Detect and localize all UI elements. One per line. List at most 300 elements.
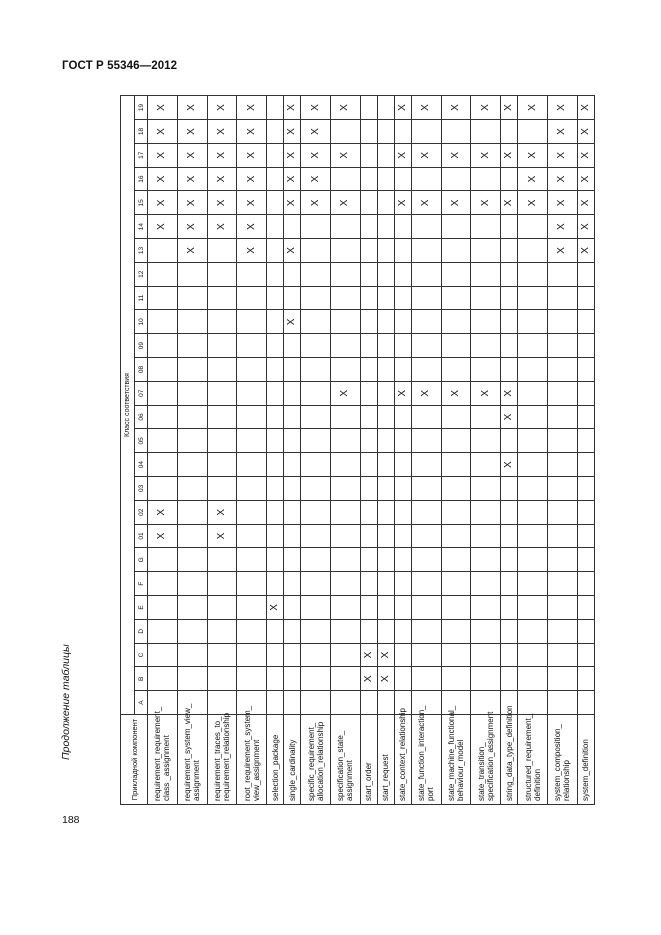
- component-name: state_context_relationship: [394, 715, 411, 805]
- empty-cell: [148, 477, 178, 501]
- empty-cell: [411, 334, 441, 358]
- empty-cell: [411, 310, 441, 334]
- table-row: [207, 96, 237, 805]
- empty-cell: [301, 215, 331, 239]
- compliance-mark: X: [301, 167, 331, 191]
- empty-cell: [471, 358, 501, 382]
- empty-cell: [471, 619, 501, 643]
- empty-cell: [441, 215, 471, 239]
- compliance-mark: X: [207, 120, 237, 144]
- empty-cell: [518, 691, 548, 715]
- empty-cell: [518, 548, 548, 572]
- empty-cell: [237, 262, 267, 286]
- component-name: single_cardinality: [284, 715, 301, 805]
- empty-cell: [177, 572, 207, 596]
- empty-cell: [237, 429, 267, 453]
- empty-cell: [360, 143, 377, 167]
- compliance-mark: X: [331, 96, 361, 120]
- empty-cell: [577, 310, 594, 334]
- empty-cell: [548, 262, 578, 286]
- table-row: [331, 96, 361, 805]
- empty-cell: [331, 453, 361, 477]
- empty-cell: [548, 453, 578, 477]
- empty-cell: [441, 667, 471, 691]
- empty-cell: [471, 405, 501, 429]
- empty-cell: [148, 262, 178, 286]
- empty-cell: [377, 596, 394, 620]
- empty-cell: [377, 572, 394, 596]
- empty-cell: [148, 429, 178, 453]
- continuation-label: Продолжение таблицы: [60, 644, 72, 760]
- empty-cell: [177, 381, 207, 405]
- empty-cell: [441, 262, 471, 286]
- empty-cell: [548, 286, 578, 310]
- empty-cell: [331, 167, 361, 191]
- empty-cell: [548, 524, 578, 548]
- table-row: [377, 96, 394, 805]
- empty-cell: [360, 477, 377, 501]
- component-name: requirement_requirement_ class _assignment: [148, 715, 178, 805]
- empty-cell: [207, 286, 237, 310]
- empty-cell: [207, 477, 237, 501]
- empty-cell: [411, 405, 441, 429]
- compliance-mark: X: [518, 167, 548, 191]
- component-name: start_request: [377, 715, 394, 805]
- empty-cell: [518, 453, 548, 477]
- empty-cell: [411, 500, 441, 524]
- empty-cell: [207, 358, 237, 382]
- empty-cell: [177, 477, 207, 501]
- empty-cell: [284, 215, 301, 239]
- compliance-mark: X: [501, 143, 518, 167]
- table-row: [177, 96, 207, 805]
- component-name: specific_requirement_ allocation_relationship: [301, 715, 331, 805]
- empty-cell: [377, 477, 394, 501]
- compliance-mark: X: [501, 405, 518, 429]
- empty-cell: [267, 310, 284, 334]
- empty-cell: [577, 524, 594, 548]
- empty-cell: [207, 429, 237, 453]
- empty-cell: [518, 239, 548, 263]
- empty-cell: [501, 619, 518, 643]
- empty-cell: [518, 358, 548, 382]
- empty-cell: [148, 310, 178, 334]
- empty-cell: [331, 548, 361, 572]
- empty-cell: [148, 691, 178, 715]
- empty-cell: [148, 596, 178, 620]
- empty-cell: [267, 548, 284, 572]
- table-row: [394, 96, 411, 805]
- compliance-mark: X: [148, 524, 178, 548]
- empty-cell: [284, 500, 301, 524]
- empty-cell: [394, 167, 411, 191]
- empty-cell: [501, 524, 518, 548]
- empty-cell: [360, 286, 377, 310]
- column-header-02: 02: [135, 500, 148, 524]
- table-row: [267, 96, 284, 805]
- empty-cell: [471, 120, 501, 144]
- empty-cell: [177, 358, 207, 382]
- empty-cell: [301, 334, 331, 358]
- component-name: selection_package: [267, 715, 284, 805]
- empty-cell: [471, 167, 501, 191]
- empty-cell: [411, 120, 441, 144]
- empty-cell: [331, 643, 361, 667]
- compliance-mark: X: [577, 239, 594, 263]
- empty-cell: [377, 96, 394, 120]
- empty-cell: [148, 643, 178, 667]
- empty-cell: [577, 334, 594, 358]
- compliance-mark: X: [394, 143, 411, 167]
- empty-cell: [577, 572, 594, 596]
- column-header-10: 10: [135, 310, 148, 334]
- compliance-table: [120, 95, 595, 805]
- empty-cell: [577, 286, 594, 310]
- compliance-mark: X: [377, 643, 394, 667]
- empty-cell: [441, 572, 471, 596]
- empty-cell: [501, 120, 518, 144]
- empty-cell: [394, 405, 411, 429]
- empty-cell: [577, 548, 594, 572]
- compliance-mark: X: [207, 167, 237, 191]
- empty-cell: [577, 691, 594, 715]
- empty-cell: [360, 358, 377, 382]
- empty-cell: [301, 239, 331, 263]
- empty-cell: [237, 548, 267, 572]
- compliance-mark: X: [301, 191, 331, 215]
- empty-cell: [284, 691, 301, 715]
- empty-cell: [548, 381, 578, 405]
- empty-cell: [518, 643, 548, 667]
- empty-cell: [237, 691, 267, 715]
- column-header-17: 17: [135, 143, 148, 167]
- compliance-mark: X: [394, 381, 411, 405]
- empty-cell: [207, 310, 237, 334]
- empty-cell: [237, 334, 267, 358]
- empty-cell: [284, 405, 301, 429]
- empty-cell: [518, 619, 548, 643]
- empty-cell: [501, 500, 518, 524]
- compliance-mark: X: [207, 96, 237, 120]
- empty-cell: [577, 667, 594, 691]
- empty-cell: [577, 453, 594, 477]
- empty-cell: [284, 286, 301, 310]
- empty-cell: [207, 667, 237, 691]
- table-row: [148, 96, 178, 805]
- compliance-mark: X: [331, 191, 361, 215]
- empty-cell: [331, 524, 361, 548]
- empty-cell: [177, 548, 207, 572]
- column-header-15: 15: [135, 191, 148, 215]
- compliance-mark: X: [284, 96, 301, 120]
- empty-cell: [148, 667, 178, 691]
- empty-cell: [471, 286, 501, 310]
- empty-cell: [394, 453, 411, 477]
- compliance-mark: X: [548, 215, 578, 239]
- empty-cell: [331, 596, 361, 620]
- table-row: [237, 96, 267, 805]
- compliance-mark: X: [148, 143, 178, 167]
- empty-cell: [377, 334, 394, 358]
- empty-cell: [577, 619, 594, 643]
- empty-cell: [331, 286, 361, 310]
- compliance-mark: X: [501, 381, 518, 405]
- empty-cell: [301, 262, 331, 286]
- column-header-05: 05: [135, 429, 148, 453]
- empty-cell: [360, 215, 377, 239]
- compliance-mark: X: [237, 167, 267, 191]
- empty-cell: [360, 429, 377, 453]
- empty-cell: [237, 358, 267, 382]
- empty-cell: [377, 167, 394, 191]
- empty-cell: [394, 643, 411, 667]
- empty-cell: [548, 405, 578, 429]
- empty-cell: [237, 477, 267, 501]
- empty-cell: [301, 524, 331, 548]
- column-header-12: 12: [135, 262, 148, 286]
- empty-cell: [360, 524, 377, 548]
- empty-cell: [411, 596, 441, 620]
- empty-cell: [377, 500, 394, 524]
- compliance-mark: X: [284, 167, 301, 191]
- empty-cell: [548, 596, 578, 620]
- empty-cell: [471, 500, 501, 524]
- empty-cell: [441, 429, 471, 453]
- empty-cell: [411, 643, 441, 667]
- empty-cell: [411, 477, 441, 501]
- empty-cell: [284, 596, 301, 620]
- empty-cell: [331, 262, 361, 286]
- empty-cell: [501, 215, 518, 239]
- empty-cell: [360, 262, 377, 286]
- compliance-mark: X: [471, 96, 501, 120]
- column-header-14: 14: [135, 215, 148, 239]
- empty-cell: [394, 477, 411, 501]
- column-header-16: 16: [135, 167, 148, 191]
- empty-cell: [237, 310, 267, 334]
- column-header-C: C: [135, 643, 148, 667]
- empty-cell: [577, 405, 594, 429]
- empty-cell: [471, 453, 501, 477]
- component-name: requirement_system_view_ assignment: [177, 715, 207, 805]
- compliance-mark: X: [411, 96, 441, 120]
- column-header-G: G: [135, 548, 148, 572]
- empty-cell: [377, 143, 394, 167]
- empty-cell: [518, 215, 548, 239]
- component-name: system_composition_ relationship: [548, 715, 578, 805]
- empty-cell: [360, 310, 377, 334]
- empty-cell: [394, 334, 411, 358]
- empty-cell: [471, 429, 501, 453]
- empty-cell: [501, 358, 518, 382]
- empty-cell: [360, 381, 377, 405]
- empty-cell: [441, 643, 471, 667]
- empty-cell: [518, 667, 548, 691]
- compliance-mark: X: [177, 143, 207, 167]
- empty-cell: [267, 215, 284, 239]
- empty-cell: [394, 286, 411, 310]
- empty-cell: [441, 524, 471, 548]
- empty-cell: [331, 239, 361, 263]
- compliance-mark: X: [237, 120, 267, 144]
- empty-cell: [301, 429, 331, 453]
- empty-cell: [267, 262, 284, 286]
- column-header-D: D: [135, 619, 148, 643]
- empty-cell: [148, 572, 178, 596]
- component-name: root_requirement_system_ view_assignment: [237, 715, 267, 805]
- empty-cell: [518, 596, 548, 620]
- empty-cell: [301, 691, 331, 715]
- empty-cell: [441, 120, 471, 144]
- empty-cell: [411, 239, 441, 263]
- empty-cell: [518, 500, 548, 524]
- compliance-mark: X: [501, 191, 518, 215]
- empty-cell: [284, 477, 301, 501]
- empty-cell: [331, 310, 361, 334]
- compliance-mark: X: [441, 191, 471, 215]
- component-name: requirement_traces_to_ requirement_relationship: [207, 715, 237, 805]
- column-header-E: E: [135, 596, 148, 620]
- empty-cell: [267, 691, 284, 715]
- table-row: [360, 96, 377, 805]
- column-header-A: A: [135, 691, 148, 715]
- empty-cell: [501, 548, 518, 572]
- empty-cell: [207, 596, 237, 620]
- empty-cell: [411, 548, 441, 572]
- empty-cell: [377, 548, 394, 572]
- empty-cell: [331, 500, 361, 524]
- empty-cell: [207, 239, 237, 263]
- compliance-mark: X: [471, 381, 501, 405]
- column-header-03: 03: [135, 477, 148, 501]
- empty-cell: [518, 477, 548, 501]
- empty-cell: [518, 286, 548, 310]
- empty-cell: [331, 691, 361, 715]
- empty-cell: [501, 667, 518, 691]
- empty-cell: [267, 358, 284, 382]
- empty-cell: [284, 524, 301, 548]
- column-header-08: 08: [135, 358, 148, 382]
- empty-cell: [501, 310, 518, 334]
- compliance-mark: X: [360, 643, 377, 667]
- empty-cell: [301, 453, 331, 477]
- empty-cell: [177, 691, 207, 715]
- compliance-mark: X: [548, 120, 578, 144]
- empty-cell: [441, 286, 471, 310]
- empty-cell: [284, 548, 301, 572]
- empty-cell: [501, 643, 518, 667]
- empty-cell: [441, 500, 471, 524]
- empty-cell: [177, 643, 207, 667]
- empty-cell: [207, 643, 237, 667]
- empty-cell: [518, 381, 548, 405]
- empty-cell: [548, 548, 578, 572]
- compliance-mark: X: [237, 215, 267, 239]
- empty-cell: [471, 310, 501, 334]
- empty-cell: [501, 429, 518, 453]
- empty-cell: [177, 334, 207, 358]
- empty-cell: [267, 619, 284, 643]
- empty-cell: [284, 358, 301, 382]
- empty-cell: [360, 334, 377, 358]
- empty-cell: [267, 167, 284, 191]
- compliance-mark: X: [548, 96, 578, 120]
- empty-cell: [394, 310, 411, 334]
- compliance-mark: X: [237, 143, 267, 167]
- component-header: Прикладной компонент: [121, 715, 148, 805]
- empty-cell: [548, 429, 578, 453]
- empty-cell: [411, 215, 441, 239]
- empty-cell: [331, 572, 361, 596]
- empty-cell: [394, 596, 411, 620]
- column-header-row: [135, 96, 148, 805]
- empty-cell: [360, 453, 377, 477]
- empty-cell: [237, 596, 267, 620]
- empty-cell: [301, 405, 331, 429]
- empty-cell: [177, 667, 207, 691]
- empty-cell: [548, 572, 578, 596]
- compliance-mark: X: [237, 96, 267, 120]
- empty-cell: [301, 358, 331, 382]
- empty-cell: [301, 643, 331, 667]
- empty-cell: [177, 453, 207, 477]
- compliance-mark: X: [577, 191, 594, 215]
- empty-cell: [301, 286, 331, 310]
- empty-cell: [267, 524, 284, 548]
- compliance-mark: X: [577, 215, 594, 239]
- empty-cell: [518, 120, 548, 144]
- compliance-mark: X: [237, 239, 267, 263]
- column-header-01: 01: [135, 524, 148, 548]
- compliance-mark: X: [148, 191, 178, 215]
- compliance-mark: X: [284, 120, 301, 144]
- compliance-mark: X: [284, 310, 301, 334]
- empty-cell: [377, 691, 394, 715]
- empty-cell: [267, 477, 284, 501]
- empty-cell: [360, 572, 377, 596]
- empty-cell: [548, 310, 578, 334]
- empty-cell: [360, 405, 377, 429]
- empty-cell: [331, 358, 361, 382]
- empty-cell: [548, 334, 578, 358]
- empty-cell: [471, 239, 501, 263]
- empty-cell: [377, 262, 394, 286]
- table-row: [284, 96, 301, 805]
- empty-cell: [471, 477, 501, 501]
- empty-cell: [377, 405, 394, 429]
- empty-cell: [377, 619, 394, 643]
- compliance-mark: X: [577, 167, 594, 191]
- compliance-mark: X: [207, 500, 237, 524]
- empty-cell: [177, 429, 207, 453]
- empty-cell: [471, 215, 501, 239]
- empty-cell: [394, 572, 411, 596]
- compliance-mark: X: [548, 239, 578, 263]
- empty-cell: [148, 453, 178, 477]
- empty-cell: [237, 286, 267, 310]
- compliance-mark: X: [301, 96, 331, 120]
- compliance-mark: X: [501, 453, 518, 477]
- empty-cell: [237, 619, 267, 643]
- empty-cell: [360, 120, 377, 144]
- empty-cell: [518, 572, 548, 596]
- empty-cell: [441, 310, 471, 334]
- empty-cell: [267, 191, 284, 215]
- empty-cell: [148, 381, 178, 405]
- compliance-mark: X: [548, 143, 578, 167]
- column-header-09: 09: [135, 334, 148, 358]
- empty-cell: [207, 334, 237, 358]
